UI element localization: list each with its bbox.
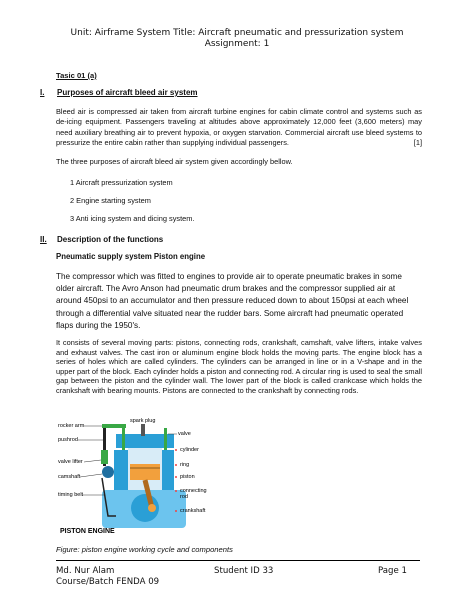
label-rocker-arm: rocker arm [58,423,85,429]
section-2-paragraph-1: The compressor which was fitted to engines to provide air to operate pneumatic brakes in some older aircraft. The Avro Anson had pneumatic drum brakes and the compressor supplied air at around 450psi to an accumulator and then pressure reduced down to about 150psi at each wheel through a differential valve situated near the rudder bars. Some aircraft had pneumatic operated flaps during the 1950's. [56,272,409,330]
footer-page-number: Page 1 [378,566,408,576]
label-timing-belt: timing belt [58,492,84,498]
spark-plug-shape [141,424,145,436]
label-pushrod: pushrod [58,437,78,443]
section-2-paragraph-2: It consists of several moving parts: pistons, connecting rods, crankshaft, camshaft, valve lifters, intake valves and exhaust valves. The cast iron or aluminum engine block holds the moving parts. The engine block has a series of holes which are called cylinders. The cylinders can be arranged in line or in a V-shape and in the upper part of the block. Each cylinder holds a piston and connecting rod. A circular ring is used to seal the small gap between the piston and the cylinder wall. The lower part of the block is called crankcase which holds the crankshaft with bearing mounts. Pistons are connected to the crankshaft by connecting rods. [56,338,422,395]
label-cylinder: cylinder [180,447,199,453]
label-ring: ring [180,462,190,468]
footer-name: Md. Nur Alam [56,566,115,576]
section-2-heading [40,235,163,244]
document-header [0,28,474,50]
valve-lifter-shape [101,450,108,464]
purpose-item-2: 2 Engine starting system [70,196,151,205]
section-1-heading [40,88,198,97]
figure-title: PISTON ENGINE [60,528,115,535]
section-1-paragraph: Bleed air is compressed air taken from aircraft turbine engines for cabin climate control and systems such as de-icing equipment. Passengers traveling at altitudes above approximately 12,000 feet (3,600 meters) may need auxiliary breathing air to prevent hypoxia, or oxygen starvation. Commercial aircraft use bleed systems to pressurize the entire cabin rather than supplying individual passengers. [56,107,422,148]
figure-caption: Figure: piston engine working cycle and components [56,545,233,554]
valve-stem-2 [164,428,167,450]
citation-ref: [1] [413,138,422,148]
section-1-number: I. [40,88,45,97]
footer-course: Course/Batch FENDA 09 [56,577,160,587]
label-connecting: connecting [180,488,207,494]
footer-student-id: Student ID 33 [214,566,274,576]
piston-engine-diagram [56,416,226,546]
section-2-title: Description of the functions [57,235,164,244]
purpose-item-1: 1 Aircraft pressurization system [70,178,173,187]
label-spark-plug: spark plug [130,418,156,424]
footer-author-block [56,566,159,588]
piston-engine-figure [56,416,226,546]
crank-pin [148,504,156,512]
label-camshaft: camshaft [58,474,81,480]
task-heading: Tasic 01 (a) [56,71,97,80]
label-valve-lifter: valve lifter [58,459,83,465]
header-title: Unit: Airframe System Title: Aircraft pneumatic and pressurization system [70,28,404,38]
section-1-paragraph-block [56,107,422,149]
label-piston: piston [180,474,195,480]
section-2-number: II. [40,235,47,244]
valve-stem [122,426,125,450]
purpose-item-3: 3 Anti icing system and dicing system. [70,214,195,223]
camshaft-shape [102,466,114,478]
rocker-arm-shape [102,424,126,428]
section-1-title: Purposes of aircraft bleed air system [57,88,198,97]
footer-rule [56,560,420,561]
header-assignment: Assignment: 1 [204,39,270,49]
piston-shape [130,464,160,480]
label-crankshaft: crankshaft [180,508,206,514]
section-2-subtitle: Pneumatic supply system Piston engine [56,252,206,261]
section-1-intro: The three purposes of aircraft bleed air system given accordingly bellow. [56,157,293,166]
label-rod: rod [180,494,188,500]
label-valve: valve [178,431,191,437]
